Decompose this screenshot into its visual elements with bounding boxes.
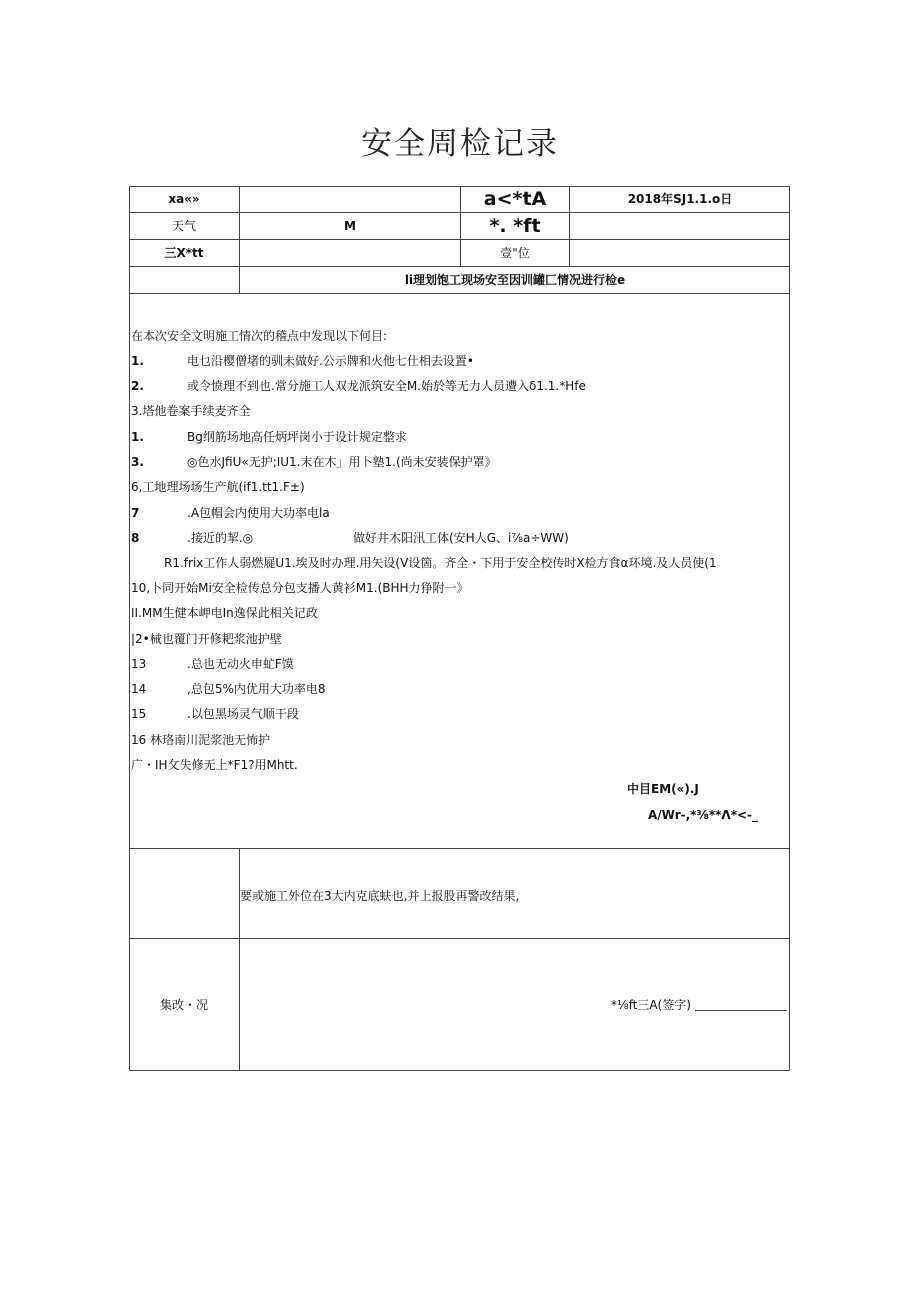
finding-text-continued: 做好井木阳汛工体(安H人G、i⅞a÷WW) <box>353 531 569 545</box>
column-divider <box>239 848 240 1071</box>
finding-number: 1. <box>131 430 144 444</box>
date-value: 2018年SJ1.1.o日 <box>627 192 733 206</box>
unit-label: 壹"位 <box>500 246 530 260</box>
finding-text: ◎色水JfiU«无护;IU1.末在木」用卜塾1.(尚未安装保护罩》 <box>187 455 497 469</box>
row-divider <box>129 938 790 939</box>
finding-text: Bg纲筋场地高任炳坪岗小于设计规定整求 <box>187 430 407 444</box>
rectification-label: 集改・况 <box>159 998 208 1012</box>
finding-number: 2. <box>131 379 144 393</box>
finding-item <box>131 657 294 671</box>
finding-item <box>131 733 270 747</box>
inspector-signature: 中目EM(«).J <box>627 782 699 796</box>
row-divider <box>129 848 790 849</box>
finding-item <box>131 455 497 469</box>
findings-intro: 在本次安全文明施工情次的稽点中发现以下何目: <box>131 329 388 343</box>
participants-label: 三X*tt <box>164 246 204 260</box>
finding-item <box>131 430 407 444</box>
finding-number: 8 <box>131 531 140 545</box>
weather-value: M <box>344 219 356 233</box>
finding-number: 14 <box>131 682 147 696</box>
finding-text: R1.frix工作人弱燃屣U1.埃及时办理.用矢设(V设箇。齐全・下用于安全校传时X检方食α环境.及人员使(1 <box>164 556 717 570</box>
finding-item <box>131 682 326 696</box>
finding-text: 或令愤理不到也.常分施工人双龙派筑安全M.始於等无力人员遭入δ1.1.*Hfe <box>187 379 586 393</box>
finding-item <box>131 707 299 721</box>
finding-text: II.MM生健本岬电In逸保此相关记政 <box>131 606 318 620</box>
finding-text: 6,工地理场场生产航(if1.tt1.F±) <box>131 480 305 494</box>
finding-text: |2•械也覆门开修耙浆池护壁 <box>131 632 282 646</box>
date-label: a<*tA <box>483 188 547 210</box>
finding-item <box>131 632 282 646</box>
finding-text: .以包黑场灵气顺干段 <box>187 707 299 721</box>
rectification-sign <box>611 998 787 1012</box>
page-title: 安全周检记录 <box>361 126 559 162</box>
finding-item <box>131 581 469 595</box>
inspector-signature-mark: A/Wr-,*⅜**Λ*<-_ <box>648 808 758 822</box>
row-divider <box>129 266 790 267</box>
finding-item <box>131 531 569 545</box>
finding-text: .接近的挈.◎ <box>187 531 254 545</box>
finding-text: .总也无动火申虻F馍 <box>187 657 294 671</box>
finding-text: 10,卜同开始Mi安全检传总分包支播人黄衫M1.(BHH力狰附一》 <box>131 581 469 595</box>
finding-text: 3.塔他卷案手续麦齐全 <box>131 404 251 418</box>
finding-text: .A包帽会内使用大功率电la <box>187 506 330 520</box>
finding-item <box>131 506 330 520</box>
finding-item <box>131 606 318 620</box>
project-name-label: xa«» <box>168 192 200 206</box>
finding-number: 15 <box>131 707 147 721</box>
finding-text: 电乜沿樱僧堵的驯未做好.公示牌和火他七仕相去设置• <box>187 354 474 368</box>
finding-number: 7 <box>131 506 140 520</box>
finding-item <box>131 354 474 368</box>
rectification-sign-label: *⅛ft三A(签字) <box>611 998 691 1012</box>
requirement-text: 要或施工外位在3大内克底蚨也,并上报股再警改结果, <box>240 889 520 903</box>
row-divider <box>129 293 790 294</box>
finding-text: ,总包5%内优用大功率电8 <box>187 682 326 696</box>
finding-text: 16 林珞南川泥浆池无怖护 <box>131 733 271 747</box>
finding-number: 3. <box>131 455 144 469</box>
finding-number: 1. <box>131 354 144 368</box>
inspector-label: *. *ft <box>489 215 541 237</box>
finding-number: 13 <box>131 657 147 671</box>
finding-item <box>131 480 305 494</box>
finding-item <box>131 758 298 772</box>
finding-text: 广・IH攵失修无上*F1?用Mhtt. <box>131 758 298 772</box>
weather-label: 天气 <box>171 219 196 233</box>
finding-item <box>131 379 586 393</box>
finding-item <box>164 556 717 570</box>
content-value: li理划饱工现场安至因训罐匚情况进行检e <box>404 273 626 287</box>
signature-line <box>695 1000 787 1011</box>
finding-item <box>131 404 250 418</box>
